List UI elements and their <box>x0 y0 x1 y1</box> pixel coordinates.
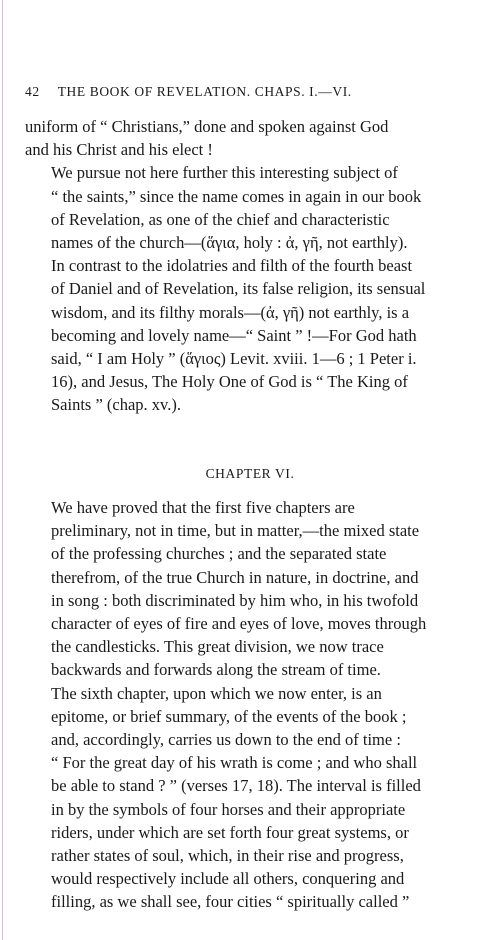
page-number: 42 <box>25 84 40 99</box>
running-title: THE BOOK OF REVELATION. CHAPS. I.—VI. <box>57 84 352 99</box>
text-line: character of eyes of fire and eyes of love, moves through <box>51 614 427 634</box>
text-line: of Daniel and of Revelation, its false religion, its sensual <box>51 279 426 299</box>
text-line: uniform of “ Christians,” done and spoken against God <box>25 117 389 136</box>
text-line: becoming and lovely name—“ Saint ” !—For God hath <box>51 325 417 345</box>
text-line: therefrom, of the true Church in nature, in doctrine, and <box>51 567 419 587</box>
text-line: in song : both discriminated by him who, in his twofold <box>51 590 419 610</box>
text-line: and his Christ and his elect ! <box>25 140 213 160</box>
paragraph-saints <box>25 161 477 416</box>
text-line: and, accordingly, carries us down to the end of time : <box>51 730 401 750</box>
text-line: Saints ” (chap. xv.). <box>51 395 181 415</box>
text-line: backwards and forwards along the stream of time. <box>51 660 381 680</box>
text-line: filling, as we shall see, four cities “ spiritually called ” <box>51 892 410 912</box>
text-line: riders, under which are set forth four great systems, or <box>51 822 409 842</box>
paragraph-1 <box>25 496 477 682</box>
text-line: said, “ I am Holy ” (ἅγιος) Levit. xviii. 1—6 ; 1 Peter i. <box>51 349 417 369</box>
text-line: epitome, or brief summary, of the events of the book ; <box>51 706 407 726</box>
text-line: “ the saints,” since the name comes in again in our book <box>51 186 422 206</box>
text-line: names of the church—(ἅγια, holy : ἀ, γῆ, not earthly). <box>51 233 408 253</box>
paragraph-continued <box>25 115 477 161</box>
running-header <box>25 84 455 100</box>
text-line: The sixth chapter, upon which we now enter, is an <box>51 683 382 703</box>
text-line: would respectively include all others, conquering and <box>51 869 405 889</box>
text-line: We pursue not here further this interesting subject of <box>51 163 398 183</box>
continued-text <box>25 115 477 417</box>
paragraph-2 <box>25 682 477 914</box>
chapter-text <box>25 496 477 914</box>
text-line: 16), and Jesus, The Holy One of God is “ The King of <box>51 372 408 392</box>
text-line: wisdom, and its filthy morals—(ἀ, γῆ) not earthly, is a <box>51 302 410 322</box>
text-line: In contrast to the idolatries and filth of the fourth beast <box>51 256 413 276</box>
text-line: We have proved that the first five chapters are <box>51 498 355 517</box>
text-line: rather states of soul, which, in their rise and progress, <box>51 846 404 866</box>
chapter-heading: CHAPTER VI. <box>205 466 295 481</box>
text-line: in by the symbols of four horses and their appropriate <box>51 799 406 819</box>
text-line: of Revelation, as one of the chief and characteristic <box>51 209 390 229</box>
text-line: the candlesticks. This great division, we now trace <box>51 637 384 657</box>
text-line: preliminary, not in time, but in matter,—the mixed state <box>51 521 420 541</box>
text-line: of the professing churches ; and the separated state <box>51 544 387 564</box>
text-line: be able to stand ? ” (verses 17, 18). The interval is filled <box>51 776 421 796</box>
text-line: “ For the great day of his wrath is come ; and who shall <box>51 753 418 773</box>
